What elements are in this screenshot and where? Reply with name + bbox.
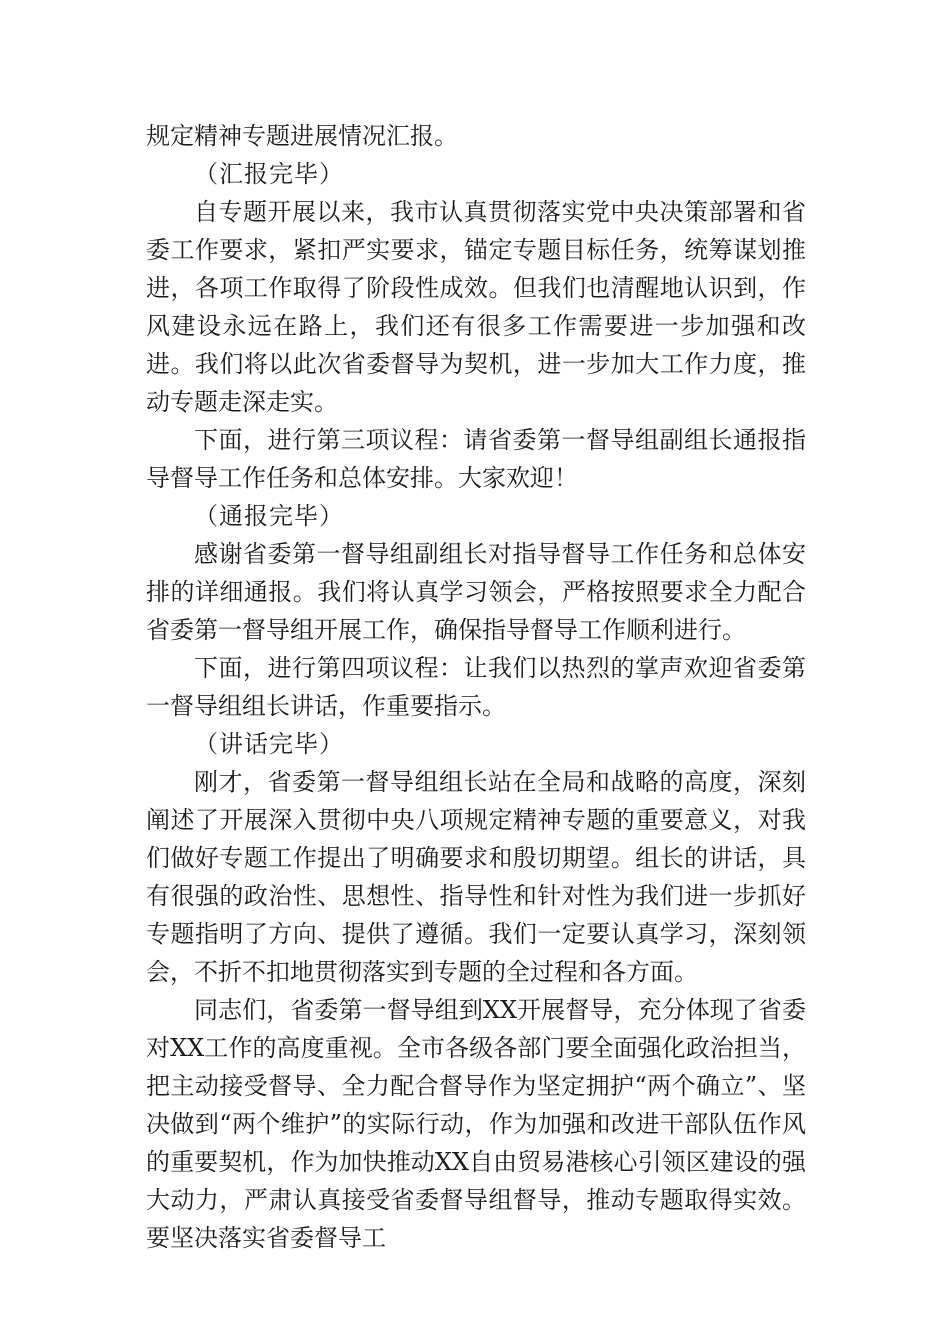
paragraph-agenda-item-three: 下面，进行第三项议程：请省委第一督导组副组长通报指导督导工作任务和总体安排。大家欢迎！	[146, 426, 806, 492]
paragraph-speech-summary: 刚才，省委第一督导组组长站在全局和战略的高度，深刻阐述了开展深入贯彻中央八项规定精神专题的重要意义，对我们做好专题工作提出了明确要求和殷切期望。组长的讲话，具有很强的政治性、思想性、指导性和针对性为我们进一步抓好专题指明了方向、提供了遵循。我们一定要认真学习，深刻领会，不折不扣地贯彻落实到专题的全过程和各方面。	[146, 768, 806, 986]
stage-note-briefing-finished: （通报完毕）	[194, 502, 344, 530]
paragraph-continuation: 规定精神专题进展情况汇报。	[146, 122, 458, 150]
stage-note-speech-finished: （讲话完毕）	[194, 730, 344, 758]
paragraph-closing-remarks: 同志们，省委第一督导组到XX开展督导，充分体现了省委对XX工作的高度重视。全市各级各部门要全面强化政治担当，把主动接受督导、全力配合督导作为坚定拥护“两个确立”、坚决做到“两个维护”的实际行动，作为加强和改进干部队伍作风的重要契机，作为加快推动XX自由贸易港核心引领区建设的强大动力，严肃认真接受省委督导组督导，推动专题取得实效。要坚决落实省委督导工	[146, 996, 806, 1252]
document-body	[146, 117, 806, 1257]
stage-note-report-finished: （汇报完毕）	[194, 160, 344, 188]
paragraph-agenda-item-four: 下面，进行第四项议程：让我们以热烈的掌声欢迎省委第一督导组组长讲话，作重要指示。	[146, 654, 806, 720]
paragraph-thanks: 感谢省委第一督导组副组长对指导督导工作任务和总体安排的详细通报。我们将认真学习领会，严格按照要求全力配合省委第一督导组开展工作，确保指导督导工作顺利进行。	[146, 540, 806, 644]
paragraph-progress-summary: 自专题开展以来，我市认真贯彻落实党中央决策部署和省委工作要求，紧扣严实要求，锚定专题目标任务，统筹谋划推进，各项工作取得了阶段性成效。但我们也清醒地认识到，作风建设永远在路上，我们还有很多工作需要进一步加强和改进。我们将以此次省委督导为契机，进一步加大工作力度，推动专题走深走实。	[146, 198, 806, 416]
